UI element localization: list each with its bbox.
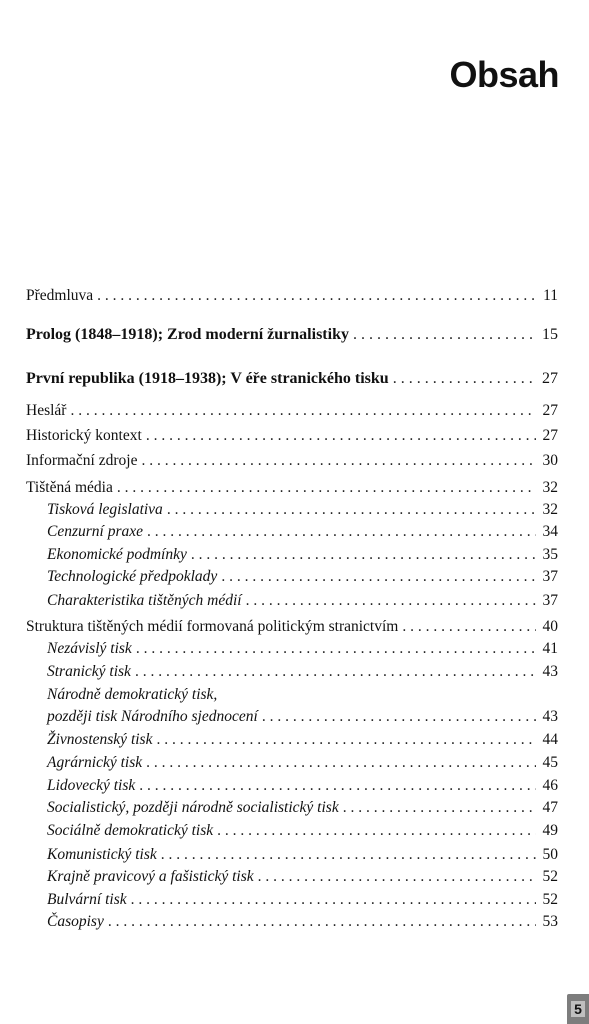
- dot-leader: [258, 868, 536, 886]
- toc-entry: [47, 640, 558, 658]
- toc-entry-label: Živnostenský tisk: [47, 731, 153, 748]
- toc-entry-page: 34: [542, 523, 558, 540]
- toc-entry-label: Komunistický tisk: [47, 846, 157, 863]
- toc-entry: [47, 546, 558, 564]
- toc-entry: [26, 618, 558, 636]
- page-number: [567, 994, 589, 1024]
- dot-leader: [262, 708, 536, 726]
- toc-entry-label: Krajně pravicový a fašistický tisk: [47, 868, 254, 885]
- toc-entry-label: Ekonomické podmínky: [47, 546, 187, 563]
- toc-entry: [26, 402, 558, 420]
- toc-entry-label: Cenzurní praxe: [47, 523, 144, 540]
- toc-entry-page: 35: [542, 546, 558, 563]
- dot-leader: [246, 592, 536, 610]
- toc-entry-page: 45: [542, 754, 558, 771]
- toc-entry-label: Bulvární tisk: [47, 891, 127, 908]
- toc-entry-label: První republika (1918–1938); V éře stranického tisku: [26, 370, 389, 387]
- dot-leader: [141, 452, 536, 470]
- toc-entry: [26, 370, 558, 388]
- toc-entry: [47, 754, 558, 772]
- toc-entry: [47, 663, 558, 681]
- dot-leader: [108, 913, 536, 931]
- toc-entry: [26, 326, 558, 344]
- toc-entry-label: Tištěná média: [26, 479, 113, 496]
- toc-entry-label: Tisková legislativa: [47, 501, 163, 518]
- toc-entry: [47, 891, 558, 909]
- toc-entry-page: 27: [542, 427, 558, 444]
- toc-entry: [47, 731, 558, 749]
- toc-entry-label: Předmluva: [26, 287, 94, 304]
- toc-entry-label: Charakteristika tištěných médií: [47, 592, 242, 609]
- folio: 5: [571, 1001, 585, 1017]
- toc-entry-label: Stranický tisk: [47, 663, 131, 680]
- toc-entry: [47, 686, 558, 704]
- dot-leader: [402, 618, 536, 636]
- toc-entry-page: 32: [542, 501, 558, 518]
- toc-entry-page: 32: [542, 479, 558, 496]
- toc-entry-page: 52: [542, 868, 558, 885]
- toc-entry-page: 49: [542, 822, 558, 839]
- toc-entry-label: Prolog (1848–1918); Zrod moderní žurnalistiky: [26, 326, 349, 343]
- toc-entry: [26, 287, 558, 305]
- toc-entry-page: 15: [542, 326, 558, 343]
- toc-entry: [47, 913, 558, 931]
- toc-entry-page: 30: [542, 452, 558, 469]
- toc-entry-page: 41: [542, 640, 558, 657]
- dot-leader: [217, 822, 536, 840]
- page-title: Obsah: [449, 54, 559, 95]
- dot-leader: [70, 402, 536, 420]
- toc-entry: [47, 777, 558, 795]
- toc-entry-label: Lidovecký tisk: [47, 777, 136, 794]
- toc-entry: [47, 822, 558, 840]
- toc-entry-label: Národně demokratický tisk,: [47, 686, 218, 703]
- toc-entry-page: 53: [542, 913, 558, 930]
- toc-entry-page: 47: [542, 799, 558, 816]
- toc-entry-label: Technologické předpoklady: [47, 568, 218, 585]
- toc-entry: [47, 799, 558, 817]
- toc-entry-page: 43: [542, 663, 558, 680]
- dot-leader: [156, 731, 536, 749]
- toc-entry-page: 27: [542, 402, 558, 419]
- dot-leader: [147, 523, 536, 541]
- dot-leader: [393, 370, 536, 388]
- toc-entry-page: 46: [542, 777, 558, 794]
- dot-leader: [146, 754, 536, 772]
- dot-leader: [131, 891, 536, 909]
- toc-entry-label: později tisk Národního sjednocení: [47, 708, 258, 725]
- dot-leader: [135, 663, 536, 681]
- toc-entry: [26, 427, 558, 445]
- dot-leader: [191, 546, 536, 564]
- dot-leader: [161, 846, 536, 864]
- toc-entry-label: Struktura tištěných médií formovaná politickým stranictvím: [26, 618, 399, 635]
- toc-entry: [47, 708, 558, 726]
- dot-leader: [167, 501, 536, 519]
- toc-entry-page: 43: [542, 708, 558, 725]
- toc-entry-page: 11: [543, 287, 558, 304]
- toc-entry: [47, 592, 558, 610]
- dot-leader: [353, 326, 536, 344]
- dot-leader: [117, 479, 536, 497]
- dot-leader: [136, 640, 536, 658]
- toc-entry-label: Informační zdroje: [26, 452, 138, 469]
- toc-entry-label: Heslář: [26, 402, 67, 419]
- toc-entry-label: Nezávislý tisk: [47, 640, 132, 657]
- toc-entry: [47, 523, 558, 541]
- toc-entry-page: 52: [542, 891, 558, 908]
- dot-leader: [139, 777, 536, 795]
- dot-leader: [343, 799, 536, 817]
- toc-entry: [47, 868, 558, 886]
- toc-entry-page: 40: [542, 618, 558, 635]
- toc-entry-page: 44: [542, 731, 558, 748]
- dot-leader: [146, 427, 536, 445]
- toc-entry-page: 50: [542, 846, 558, 863]
- toc-entry-label: Agrárnický tisk: [47, 754, 143, 771]
- toc-entry-page: 37: [542, 568, 558, 585]
- toc-entry: [47, 501, 558, 519]
- toc-entry-label: Sociálně demokratický tisk: [47, 822, 214, 839]
- toc-entry-label: Časopisy: [47, 913, 104, 930]
- toc-entry-label: Socialistický, později národně socialistický tisk: [47, 799, 339, 816]
- toc-entry: [26, 452, 558, 470]
- toc-entry: [26, 479, 558, 497]
- toc-entry: [47, 568, 558, 586]
- toc-entry-label: Historický kontext: [26, 427, 142, 444]
- toc-entry: [47, 846, 558, 864]
- toc-entry-page: 27: [542, 370, 558, 387]
- toc-entry-page: 37: [542, 592, 558, 609]
- dot-leader: [221, 568, 536, 586]
- dot-leader: [97, 287, 536, 305]
